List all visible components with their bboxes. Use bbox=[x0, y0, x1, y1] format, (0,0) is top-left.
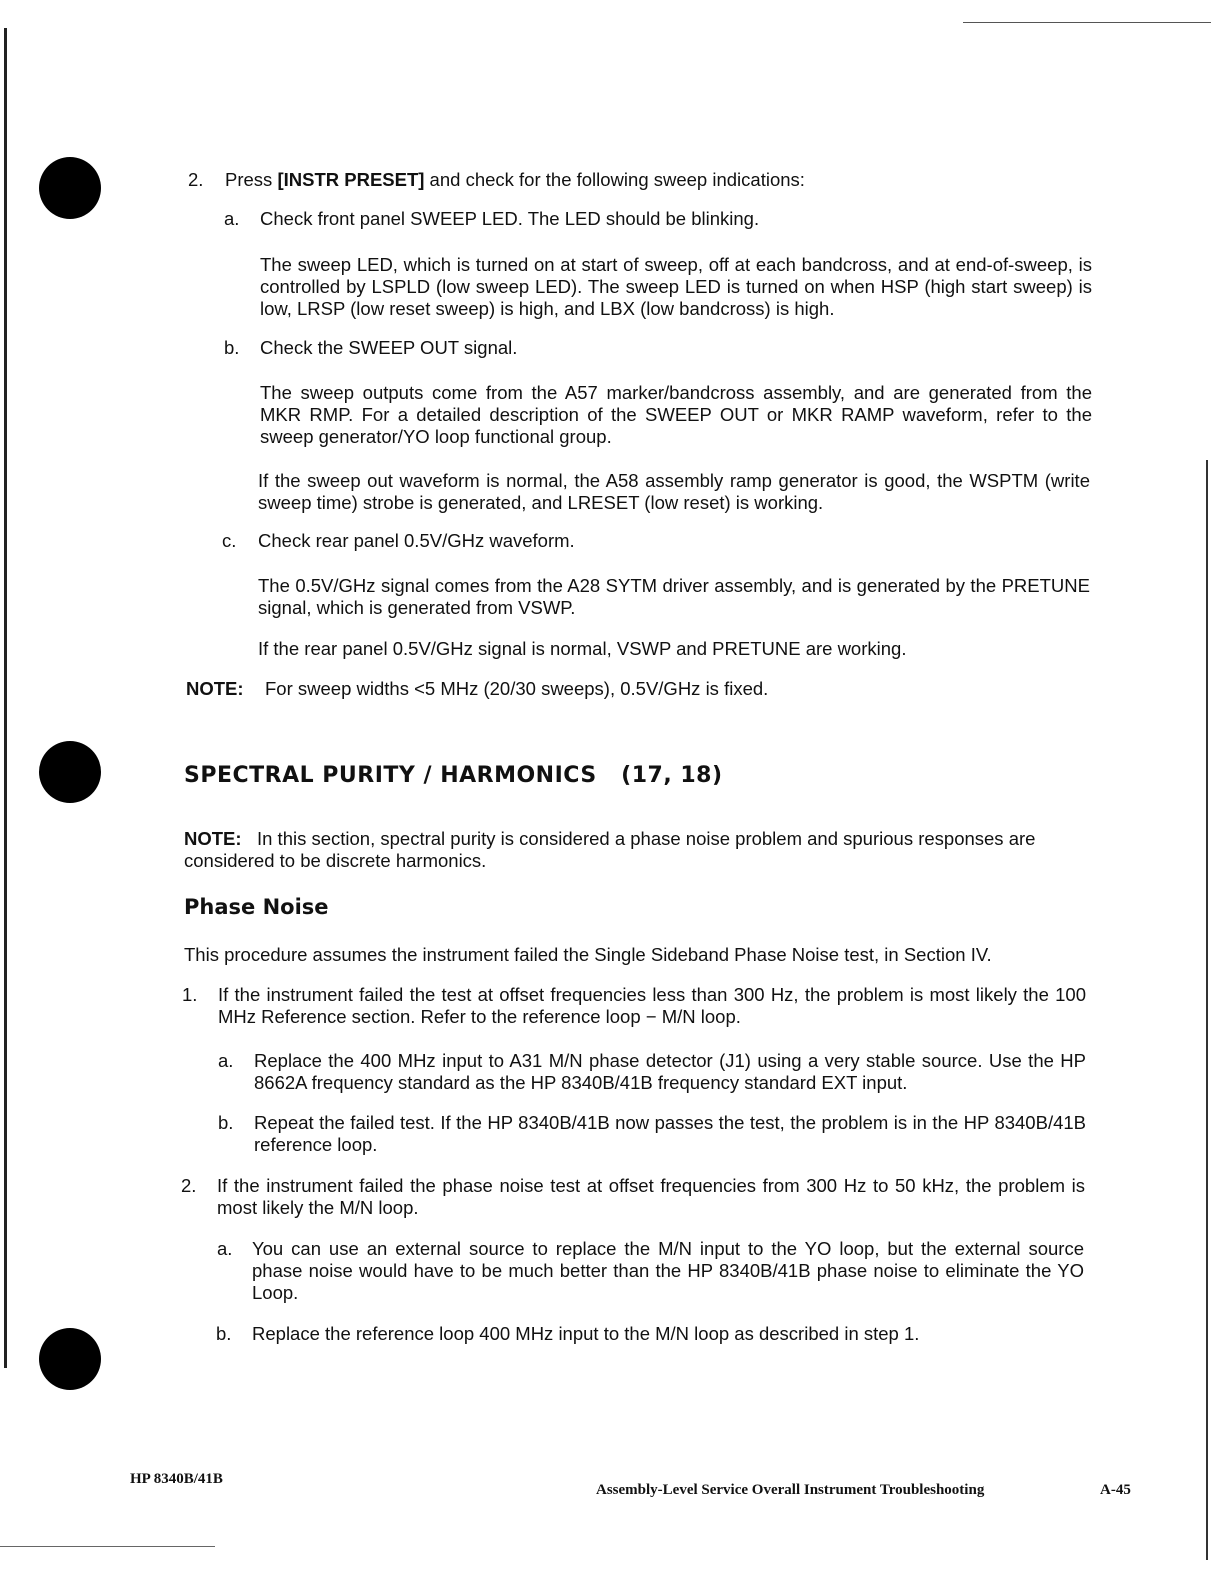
pn-step-1-number: 1. bbox=[182, 984, 198, 1005]
note-1-text: For sweep widths <5 MHz (20/30 sweeps), 0.5V/GHz is fixed. bbox=[265, 678, 769, 699]
note-1-label: NOTE: bbox=[186, 678, 244, 699]
note-2-text: In this section, spectral purity is considered a phase noise problem and spurious responses are considered to be discrete harmonics. bbox=[184, 828, 1036, 871]
step-2c-para-1: The 0.5V/GHz signal comes from the A28 SYTM driver assembly, and is generated by the PRETUNE signal, which is generated from VSWP. bbox=[258, 575, 1090, 618]
subsection-title: Phase Noise bbox=[184, 895, 329, 919]
subsection-intro: This procedure assumes the instrument failed the Single Sideband Phase Noise test, in Section IV. bbox=[184, 944, 992, 965]
step-2c-letter: c. bbox=[222, 530, 237, 551]
step-2-number: 2. bbox=[188, 169, 204, 190]
pn-step-1-text: If the instrument failed the test at offset frequencies less than 300 Hz, the problem is most likely the 100 MHz Reference section. Refer to the reference loop − M/N loop. bbox=[218, 984, 1086, 1027]
pn-step-2a-text: You can use an external source to replace the M/N input to the YO loop, but the external source phase noise would have to be much better than the HP 8340B/41B phase noise to eliminate the YO Loop. bbox=[252, 1238, 1084, 1303]
pn-step-2a-letter: a. bbox=[217, 1238, 233, 1259]
pn-step-2-text: If the instrument failed the phase noise test at offset frequencies from 300 Hz to 50 kHz, the problem is most likely the M/N loop. bbox=[217, 1175, 1085, 1218]
pn-step-2b-letter: b. bbox=[216, 1323, 232, 1344]
section-title: SPECTRAL PURITY / HARMONICS bbox=[184, 763, 597, 788]
step-2a-letter: a. bbox=[224, 208, 240, 229]
note-2-label: NOTE: bbox=[184, 828, 242, 849]
instr-preset-key: [INSTR PRESET] bbox=[277, 169, 425, 190]
pn-step-2b-text: Replace the reference loop 400 MHz input to the M/N loop as described in step 1. bbox=[252, 1323, 920, 1344]
section-refs: (17, 18) bbox=[621, 763, 723, 788]
step-2-post: and check for the following sweep indications: bbox=[424, 169, 805, 190]
pn-step-2-number: 2. bbox=[181, 1175, 197, 1196]
scan-right-rule bbox=[1206, 460, 1208, 1560]
footer-chapter: Assembly-Level Service Overall Instrument Troubleshooting bbox=[596, 1482, 985, 1498]
step-2c-para-2: If the rear panel 0.5V/GHz signal is normal, VSWP and PRETUNE are working. bbox=[258, 638, 907, 659]
punch-hole-bottom bbox=[39, 1328, 101, 1390]
note-2 bbox=[184, 828, 1084, 872]
scan-bottom-rule bbox=[0, 1546, 215, 1547]
pn-step-1a-letter: a. bbox=[218, 1050, 234, 1071]
step-2a-title: Check front panel SWEEP LED. The LED should be blinking. bbox=[260, 208, 760, 229]
footer-model: HP 8340B/41B bbox=[130, 1471, 223, 1487]
step-2b-para-1: The sweep outputs come from the A57 marker/bandcross assembly, and are generated from the MKR RMP. For a detailed description of the SWEEP OUT or MKR RAMP waveform, refer to the sweep generator/YO loop functional group. bbox=[260, 382, 1092, 447]
step-2-pre: Press bbox=[225, 169, 278, 190]
section-heading bbox=[184, 765, 723, 787]
pn-step-1a-text: Replace the 400 MHz input to A31 M/N phase detector (J1) using a very stable source. Use the HP 8662A frequency standard as the HP 8340B/41B frequency standard EXT input. bbox=[254, 1050, 1086, 1093]
punch-hole-top bbox=[39, 157, 101, 219]
scan-left-rule bbox=[4, 28, 7, 1368]
step-2-text bbox=[225, 169, 1125, 191]
scan-top-rule bbox=[963, 22, 1211, 23]
step-2b-para-2: If the sweep out waveform is normal, the A58 assembly ramp generator is good, the WSPTM (write sweep time) strobe is generated, and LRESET (low reset) is working. bbox=[258, 470, 1090, 513]
step-2b-letter: b. bbox=[224, 337, 240, 358]
footer-page-number: A-45 bbox=[1100, 1482, 1131, 1498]
step-2c-title: Check rear panel 0.5V/GHz waveform. bbox=[258, 530, 575, 551]
step-2b-title: Check the SWEEP OUT signal. bbox=[260, 337, 518, 358]
step-2a-para: The sweep LED, which is turned on at start of sweep, off at each bandcross, and at end-of-sweep, is controlled by LSPLD (low sweep LED). The sweep LED is turned on when HSP (high start sweep) is low, LRSP (low reset sweep) is high, and LBX (low bandcross) is high. bbox=[260, 254, 1092, 319]
pn-step-1b-text: Repeat the failed test. If the HP 8340B/41B now passes the test, the problem is in the HP 8340B/41B reference loop. bbox=[254, 1112, 1086, 1155]
pn-step-1b-letter: b. bbox=[218, 1112, 234, 1133]
punch-hole-middle bbox=[39, 741, 101, 803]
